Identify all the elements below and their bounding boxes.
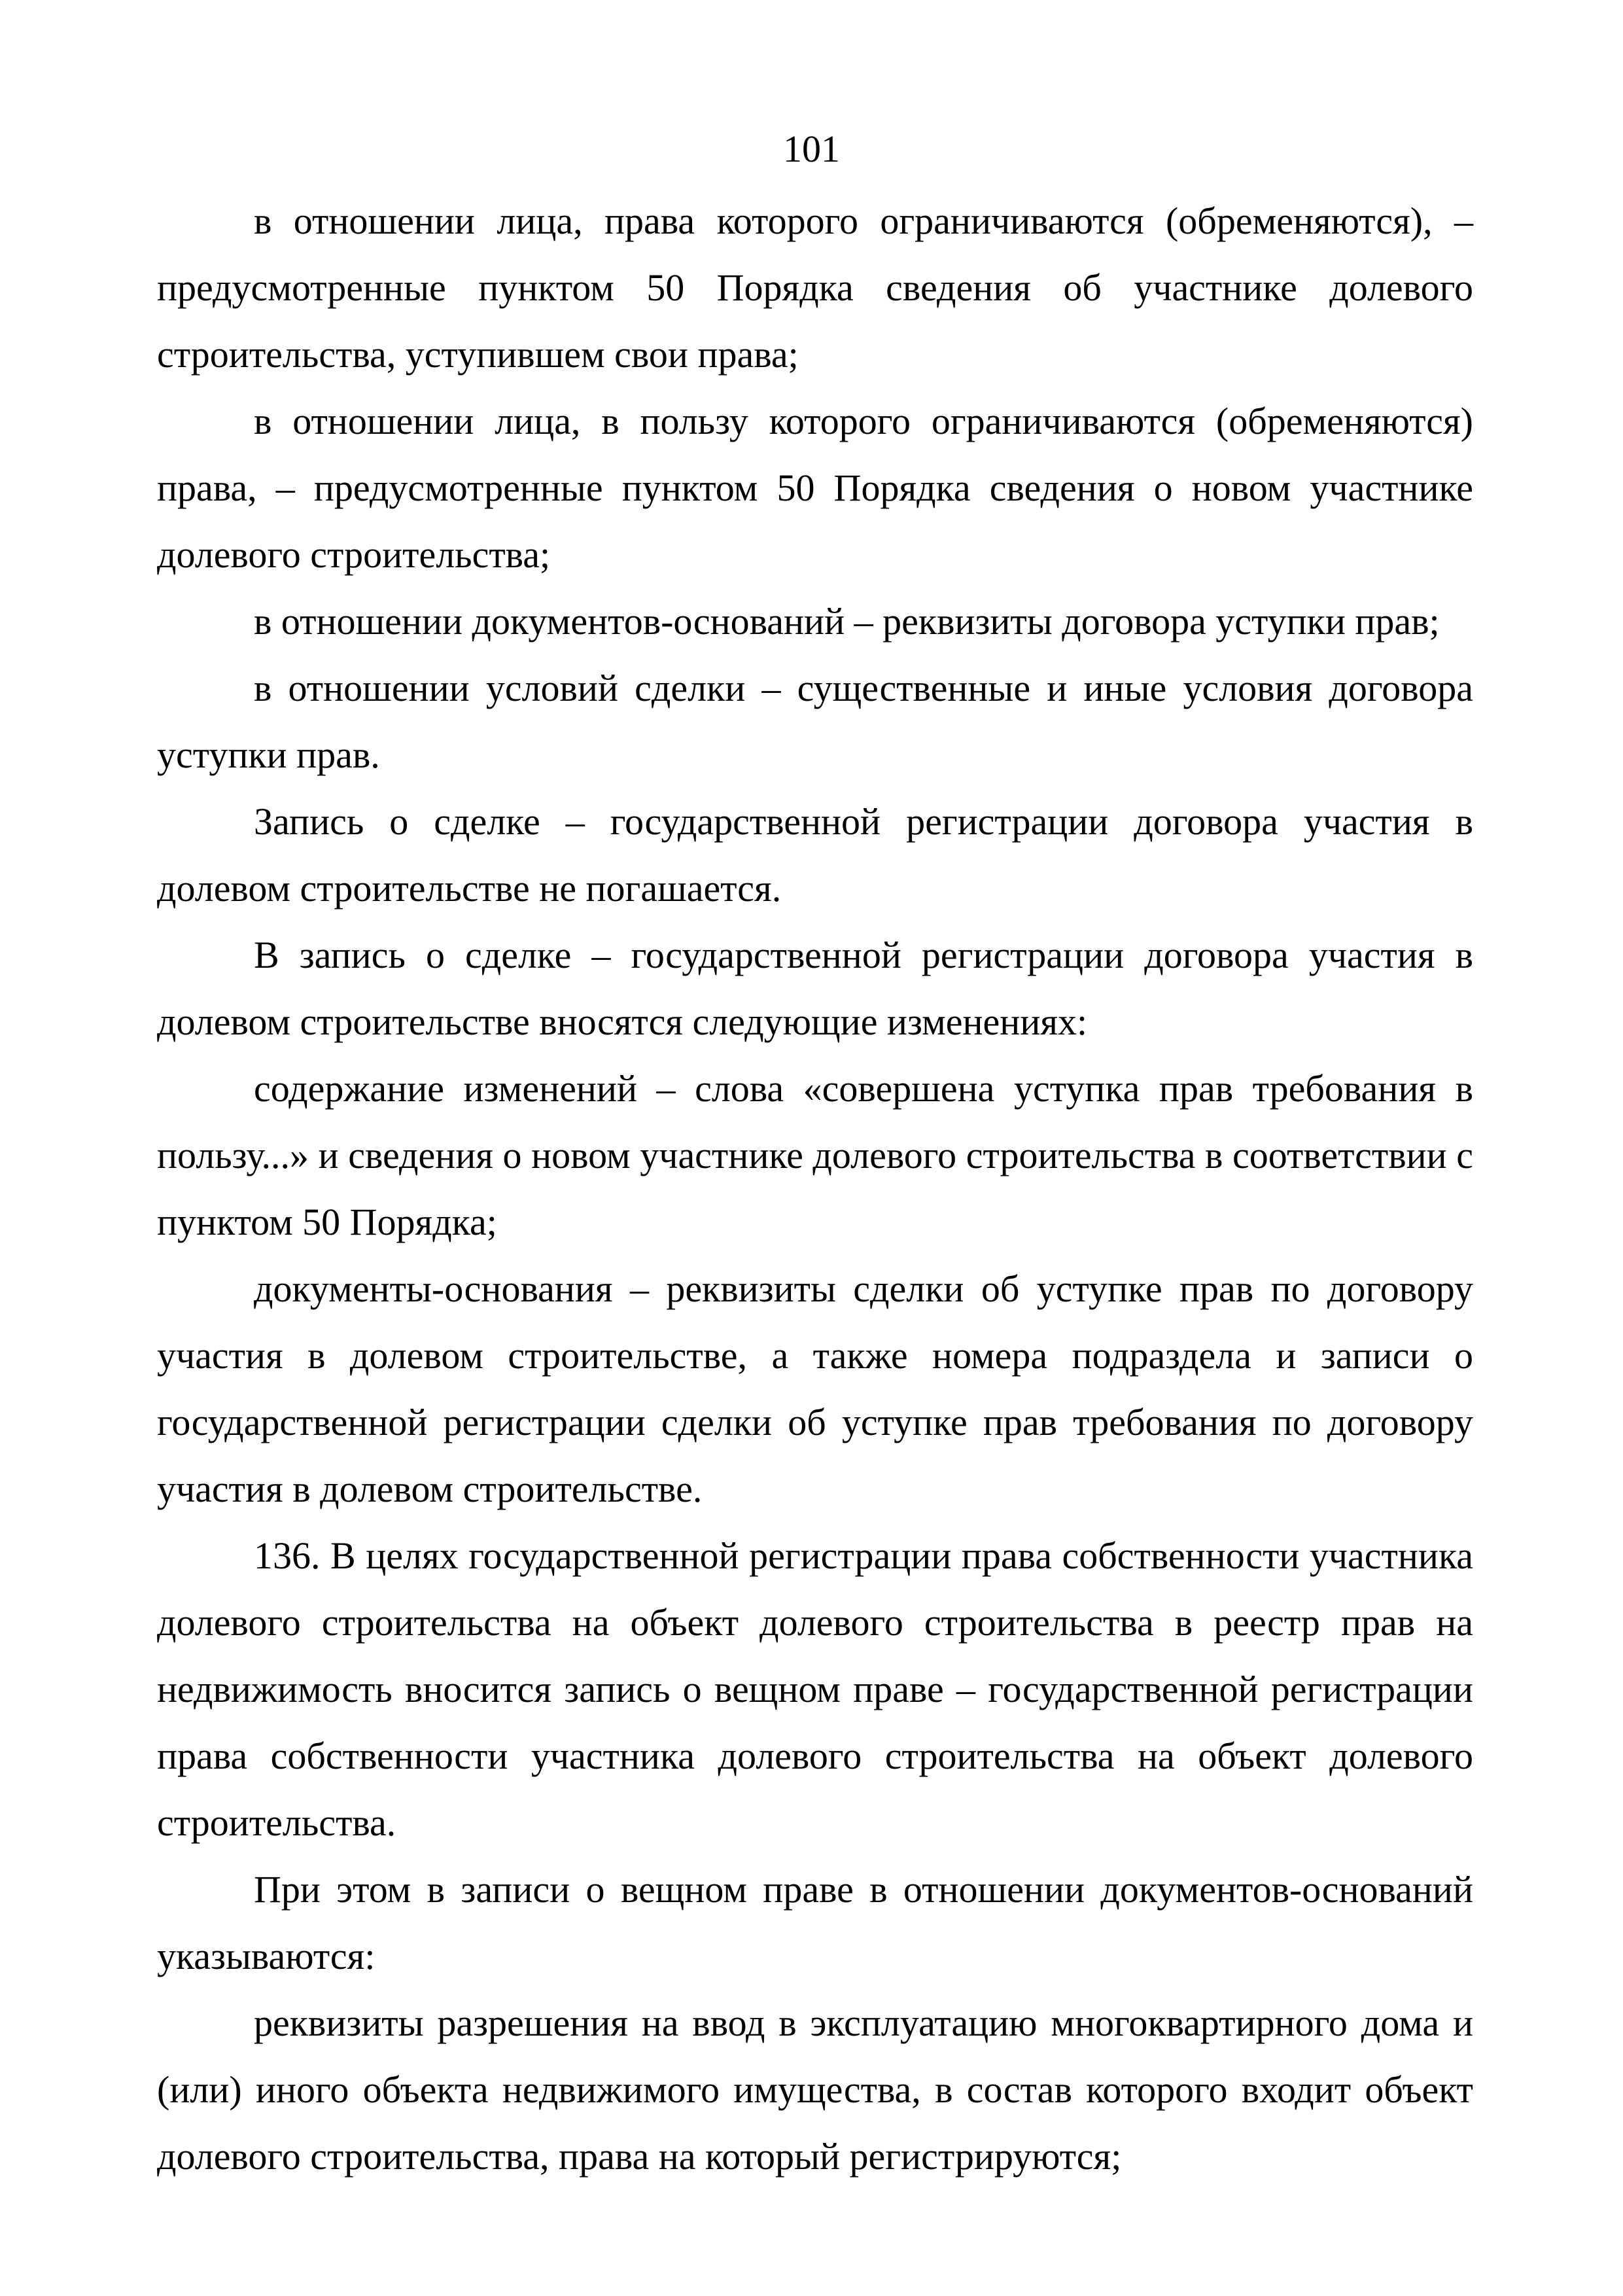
paragraph-7: содержание изменений – слова «совершена уступка прав требования в пользу...» и сведения о новом участнике долевого строительства в соответствии с пунктом 50 Порядка; — [157, 1067, 1473, 1243]
paragraph-11: реквизиты разрешения на ввод в эксплуатацию многоквартирного дома и (или) иного объекта недвижимого имущества, в состав которого входит объект долевого строительства, права на который регистрируются; — [157, 2002, 1473, 2178]
paragraph-5: Запись о сделке – государственной регистрации договора участия в долевом строительстве не погашается. — [157, 800, 1473, 910]
paragraph-2: в отношении лица, в пользу которого ограничиваются (обременяются) права, – предусмотренные пунктом 50 Порядка сведения о новом участнике долевого строительства; — [157, 400, 1473, 576]
document-body — [157, 188, 1473, 2190]
paragraph-8: документы-основания – реквизиты сделки об уступке прав по договору участия в долевом строительстве, а также номера подраздела и записи о государственной регистрации сделки об уступке прав требования по договору участия в долевом строительстве. — [157, 1267, 1473, 1510]
paragraph-9: 136. В целях государственной регистрации права собственности участника долевого строительства на объект долевого строительства в реестр прав на недвижимость вносится запись о вещном праве – государственной регистрации права собственности участника долевого строительства на объект долевого строительства. — [157, 1534, 1473, 1844]
paragraph-10: При этом в записи о вещном праве в отношении документов-оснований указываются: — [157, 1868, 1473, 1977]
paragraph-1: в отношении лица, права которого ограничиваются (обременяются), – предусмотренные пунктом 50 Порядка сведения об участнике долевого строительства, уступившем свои права; — [157, 200, 1473, 376]
paragraph-6: В запись о сделке – государственной регистрации договора участия в долевом строительстве вносятся следующие изменениях: — [157, 934, 1473, 1043]
paragraph-3: в отношении документов-оснований – реквизиты договора уступки прав; — [254, 600, 1440, 643]
page-number: 101 — [783, 128, 840, 170]
paragraph-4: в отношении условий сделки – существенные и иные условия договора уступки прав. — [157, 667, 1473, 776]
